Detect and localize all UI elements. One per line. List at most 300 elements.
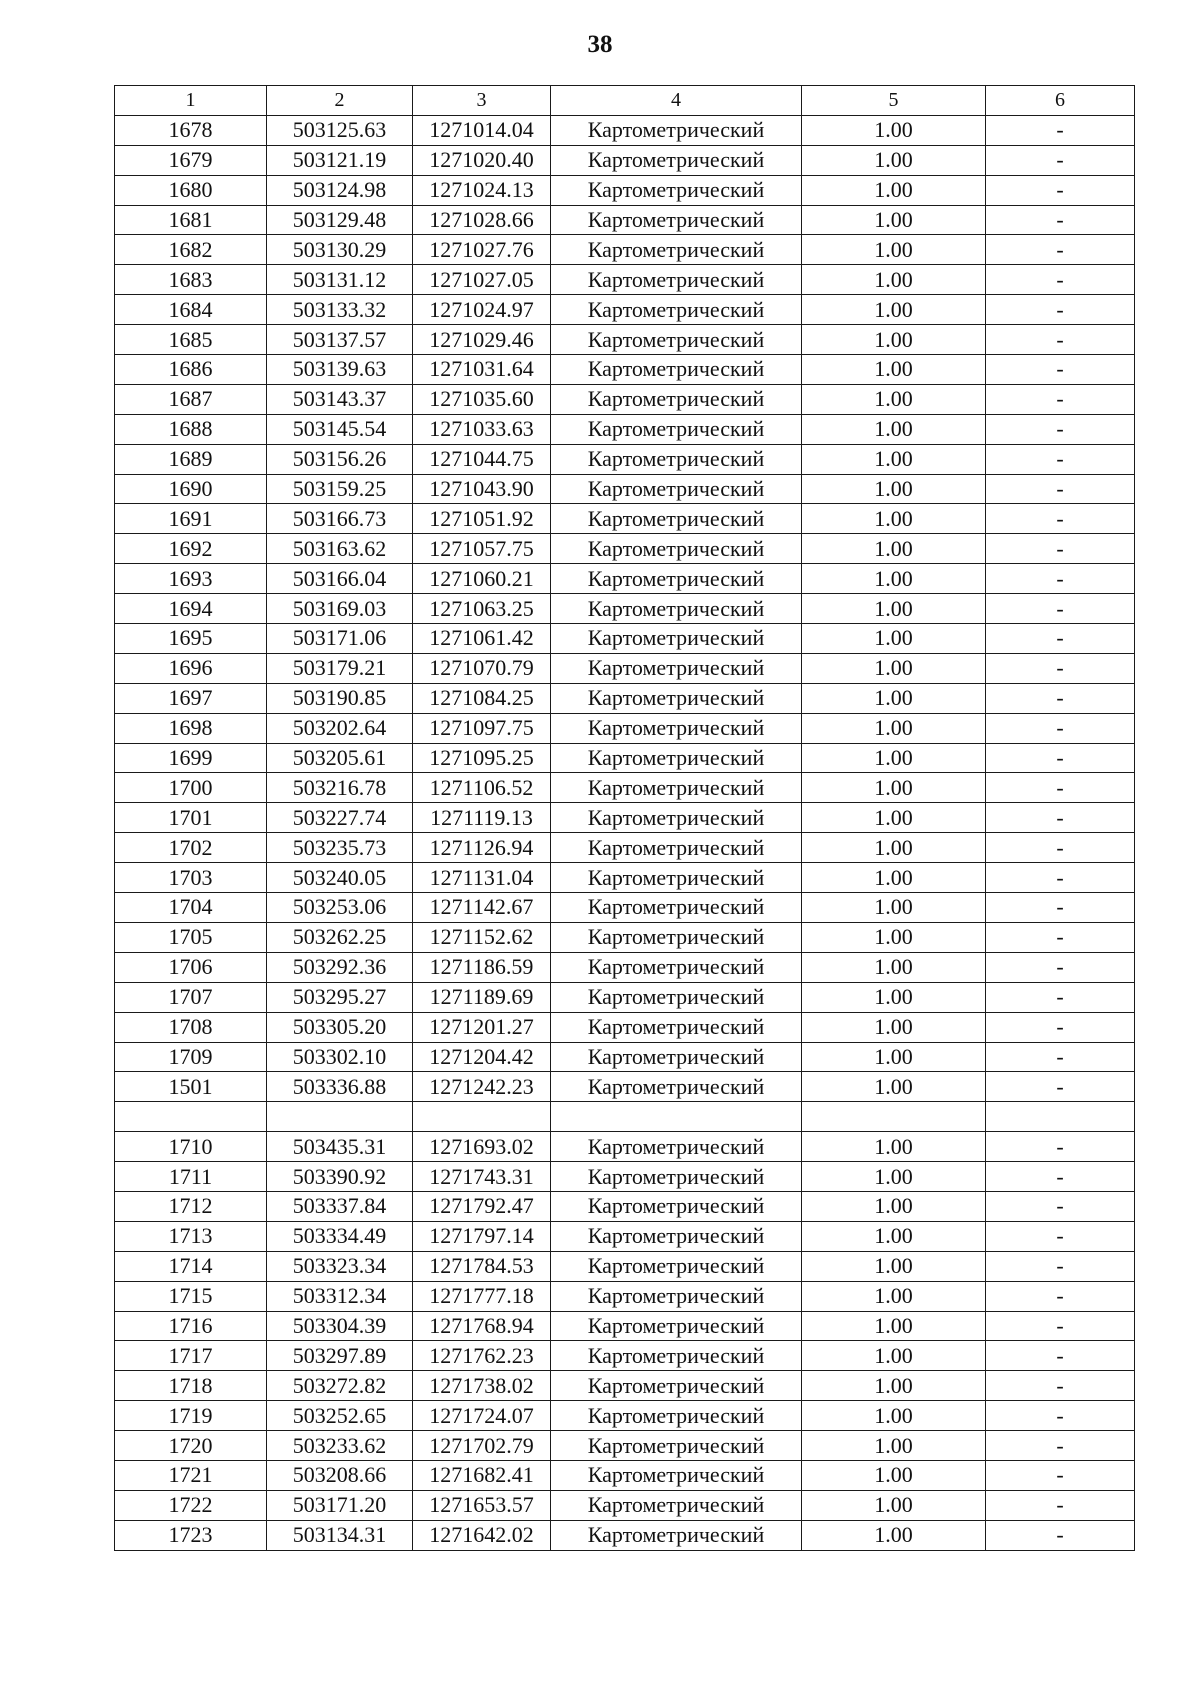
cell-note: - (986, 115, 1135, 145)
cell-accuracy: 1.00 (802, 1072, 986, 1102)
cell-point-number: 1706 (115, 952, 267, 982)
cell-y-coordinate: 1271777.18 (413, 1281, 551, 1311)
cell-method: Картометрический (551, 235, 802, 265)
cell-point-number (115, 1102, 267, 1132)
cell-note: - (986, 952, 1135, 982)
table-row (115, 653, 1135, 683)
table-row (115, 1072, 1135, 1102)
cell-y-coordinate: 1271768.94 (413, 1311, 551, 1341)
table-row (115, 683, 1135, 713)
table-row (115, 1221, 1135, 1251)
cell-note: - (986, 803, 1135, 833)
cell-y-coordinate: 1271142.67 (413, 893, 551, 923)
cell-accuracy: 1.00 (802, 504, 986, 534)
cell-y-coordinate: 1271061.42 (413, 624, 551, 654)
cell-note: - (986, 1371, 1135, 1401)
table-row (115, 1162, 1135, 1192)
cell-note: - (986, 205, 1135, 235)
cell-method: Картометрический (551, 1251, 802, 1281)
table-row (115, 594, 1135, 624)
cell-point-number: 1692 (115, 534, 267, 564)
table-row (115, 1281, 1135, 1311)
cell-accuracy: 1.00 (802, 265, 986, 295)
cell-x-coordinate: 503253.06 (267, 893, 413, 923)
cell-note: - (986, 474, 1135, 504)
cell-note: - (986, 564, 1135, 594)
cell-point-number: 1681 (115, 205, 267, 235)
cell-y-coordinate: 1271097.75 (413, 713, 551, 743)
cell-accuracy: 1.00 (802, 235, 986, 265)
cell-x-coordinate: 503304.39 (267, 1311, 413, 1341)
cell-method: Картометрический (551, 295, 802, 325)
cell-accuracy: 1.00 (802, 1431, 986, 1461)
cell-x-coordinate: 503292.36 (267, 952, 413, 982)
cell-x-coordinate: 503145.54 (267, 414, 413, 444)
cell-method: Картометрический (551, 384, 802, 414)
cell-x-coordinate: 503133.32 (267, 295, 413, 325)
cell-y-coordinate: 1271024.97 (413, 295, 551, 325)
cell-accuracy: 1.00 (802, 982, 986, 1012)
cell-y-coordinate: 1271027.76 (413, 235, 551, 265)
cell-y-coordinate: 1271057.75 (413, 534, 551, 564)
cell-x-coordinate: 503129.48 (267, 205, 413, 235)
cell-point-number: 1702 (115, 833, 267, 863)
cell-note: - (986, 1221, 1135, 1251)
table-row (115, 235, 1135, 265)
cell-method: Картометрический (551, 414, 802, 444)
cell-point-number: 1682 (115, 235, 267, 265)
table-row (115, 175, 1135, 205)
cell-x-coordinate: 503171.06 (267, 624, 413, 654)
cell-y-coordinate: 1271762.23 (413, 1341, 551, 1371)
cell-x-coordinate: 503297.89 (267, 1341, 413, 1371)
cell-note: - (986, 653, 1135, 683)
cell-accuracy: 1.00 (802, 414, 986, 444)
cell-y-coordinate: 1271035.60 (413, 384, 551, 414)
cell-method: Картометрический (551, 265, 802, 295)
cell-x-coordinate: 503139.63 (267, 355, 413, 385)
cell-accuracy: 1.00 (802, 743, 986, 773)
coordinates-table (114, 85, 1135, 1551)
cell-point-number: 1718 (115, 1371, 267, 1401)
cell-x-coordinate: 503159.25 (267, 474, 413, 504)
cell-point-number: 1501 (115, 1072, 267, 1102)
cell-method: Картометрический (551, 743, 802, 773)
cell-x-coordinate: 503143.37 (267, 384, 413, 414)
cell-note: - (986, 1311, 1135, 1341)
cell-accuracy: 1.00 (802, 713, 986, 743)
cell-method: Картометрический (551, 803, 802, 833)
cell-y-coordinate: 1271201.27 (413, 1012, 551, 1042)
cell-method: Картометрический (551, 1520, 802, 1550)
header-cell-6: 6 (986, 86, 1135, 116)
cell-accuracy: 1.00 (802, 355, 986, 385)
cell-note: - (986, 982, 1135, 1012)
cell-accuracy: 1.00 (802, 115, 986, 145)
cell-method: Картометрический (551, 564, 802, 594)
cell-note: - (986, 863, 1135, 893)
cell-point-number: 1713 (115, 1221, 267, 1251)
cell-x-coordinate: 503134.31 (267, 1520, 413, 1550)
table-row (115, 474, 1135, 504)
cell-y-coordinate: 1271126.94 (413, 833, 551, 863)
cell-point-number: 1705 (115, 922, 267, 952)
cell-accuracy: 1.00 (802, 384, 986, 414)
cell-y-coordinate: 1271653.57 (413, 1490, 551, 1520)
cell-x-coordinate: 503169.03 (267, 594, 413, 624)
cell-y-coordinate: 1271027.05 (413, 265, 551, 295)
cell-method: Картометрический (551, 594, 802, 624)
cell-y-coordinate: 1271106.52 (413, 773, 551, 803)
cell-accuracy: 1.00 (802, 1401, 986, 1431)
table-row (115, 624, 1135, 654)
cell-method: Картометрический (551, 1162, 802, 1192)
cell-method: Картометрический (551, 1431, 802, 1461)
cell-method: Картометрический (551, 773, 802, 803)
cell-point-number: 1686 (115, 355, 267, 385)
cell-y-coordinate: 1271702.79 (413, 1431, 551, 1461)
cell-method: Картометрический (551, 1132, 802, 1162)
cell-y-coordinate: 1271031.64 (413, 355, 551, 385)
cell-accuracy: 1.00 (802, 474, 986, 504)
cell-note: - (986, 1072, 1135, 1102)
cell-accuracy: 1.00 (802, 1221, 986, 1251)
cell-note: - (986, 1281, 1135, 1311)
cell-y-coordinate: 1271028.66 (413, 205, 551, 235)
table-row (115, 265, 1135, 295)
cell-x-coordinate: 503208.66 (267, 1460, 413, 1490)
cell-method: Картометрический (551, 1341, 802, 1371)
table-row (115, 1341, 1135, 1371)
cell-method: Картометрический (551, 833, 802, 863)
cell-accuracy: 1.00 (802, 564, 986, 594)
cell-x-coordinate: 503125.63 (267, 115, 413, 145)
cell-x-coordinate: 503205.61 (267, 743, 413, 773)
table-row (115, 922, 1135, 952)
table-row (115, 355, 1135, 385)
cell-accuracy: 1.00 (802, 175, 986, 205)
table-row (115, 713, 1135, 743)
cell-accuracy: 1.00 (802, 1191, 986, 1221)
table-row (115, 295, 1135, 325)
cell-y-coordinate: 1271186.59 (413, 952, 551, 982)
cell-y-coordinate: 1271682.41 (413, 1460, 551, 1490)
cell-accuracy: 1.00 (802, 922, 986, 952)
cell-point-number: 1710 (115, 1132, 267, 1162)
table-row (115, 1490, 1135, 1520)
cell-x-coordinate: 503166.73 (267, 504, 413, 534)
cell-y-coordinate: 1271204.42 (413, 1042, 551, 1072)
cell-note: - (986, 414, 1135, 444)
cell-y-coordinate: 1271043.90 (413, 474, 551, 504)
cell-y-coordinate: 1271738.02 (413, 1371, 551, 1401)
cell-point-number: 1709 (115, 1042, 267, 1072)
cell-accuracy: 1.00 (802, 624, 986, 654)
cell-point-number: 1716 (115, 1311, 267, 1341)
table-row (115, 504, 1135, 534)
table-row (115, 145, 1135, 175)
cell-method: Картометрический (551, 952, 802, 982)
header-cell-3: 3 (413, 86, 551, 116)
table-row (115, 1012, 1135, 1042)
table-row (115, 1401, 1135, 1431)
cell-x-coordinate: 503124.98 (267, 175, 413, 205)
cell-note: - (986, 1191, 1135, 1221)
cell-method: Картометрический (551, 1281, 802, 1311)
cell-accuracy: 1.00 (802, 653, 986, 683)
header-cell-2: 2 (267, 86, 413, 116)
cell-note: - (986, 893, 1135, 923)
cell-method: Картометрический (551, 534, 802, 564)
cell-method: Картометрический (551, 205, 802, 235)
cell-point-number: 1695 (115, 624, 267, 654)
cell-x-coordinate: 503295.27 (267, 982, 413, 1012)
cell-y-coordinate: 1271152.62 (413, 922, 551, 952)
cell-note: - (986, 175, 1135, 205)
table-row (115, 1191, 1135, 1221)
cell-x-coordinate: 503336.88 (267, 1072, 413, 1102)
cell-note: - (986, 1490, 1135, 1520)
table-row (115, 444, 1135, 474)
cell-y-coordinate: 1271024.13 (413, 175, 551, 205)
cell-accuracy: 1.00 (802, 205, 986, 235)
cell-point-number: 1680 (115, 175, 267, 205)
cell-y-coordinate: 1271020.40 (413, 145, 551, 175)
cell-x-coordinate: 503252.65 (267, 1401, 413, 1431)
cell-accuracy: 1.00 (802, 145, 986, 175)
cell-note: - (986, 624, 1135, 654)
cell-note: - (986, 1042, 1135, 1072)
cell-method (551, 1102, 802, 1132)
cell-note (986, 1102, 1135, 1132)
cell-point-number: 1719 (115, 1401, 267, 1431)
header-cell-1: 1 (115, 86, 267, 116)
cell-point-number: 1690 (115, 474, 267, 504)
cell-point-number: 1717 (115, 1341, 267, 1371)
cell-y-coordinate: 1271189.69 (413, 982, 551, 1012)
cell-note: - (986, 1251, 1135, 1281)
cell-y-coordinate: 1271131.04 (413, 863, 551, 893)
cell-note: - (986, 384, 1135, 414)
table-row (115, 1311, 1135, 1341)
table-header (115, 86, 1135, 116)
table-row (115, 863, 1135, 893)
cell-accuracy: 1.00 (802, 893, 986, 923)
cell-point-number: 1707 (115, 982, 267, 1012)
cell-method: Картометрический (551, 1042, 802, 1072)
cell-note: - (986, 1341, 1135, 1371)
cell-note: - (986, 833, 1135, 863)
cell-x-coordinate: 503272.82 (267, 1371, 413, 1401)
cell-method: Картометрический (551, 325, 802, 355)
cell-accuracy: 1.00 (802, 952, 986, 982)
header-row (115, 86, 1135, 116)
table-row (115, 384, 1135, 414)
cell-x-coordinate: 503323.34 (267, 1251, 413, 1281)
cell-point-number: 1693 (115, 564, 267, 594)
cell-note: - (986, 594, 1135, 624)
cell-method: Картометрический (551, 355, 802, 385)
cell-y-coordinate: 1271063.25 (413, 594, 551, 624)
cell-y-coordinate: 1271242.23 (413, 1072, 551, 1102)
cell-note: - (986, 355, 1135, 385)
cell-accuracy: 1.00 (802, 325, 986, 355)
cell-x-coordinate: 503216.78 (267, 773, 413, 803)
cell-note: - (986, 265, 1135, 295)
cell-point-number: 1689 (115, 444, 267, 474)
cell-point-number: 1703 (115, 863, 267, 893)
cell-accuracy: 1.00 (802, 534, 986, 564)
cell-point-number: 1711 (115, 1162, 267, 1192)
cell-x-coordinate: 503121.19 (267, 145, 413, 175)
cell-method: Картометрический (551, 1221, 802, 1251)
cell-note: - (986, 325, 1135, 355)
cell-note: - (986, 444, 1135, 474)
cell-x-coordinate: 503390.92 (267, 1162, 413, 1192)
cell-accuracy: 1.00 (802, 1162, 986, 1192)
table-row (115, 743, 1135, 773)
cell-accuracy: 1.00 (802, 863, 986, 893)
cell-accuracy: 1.00 (802, 1460, 986, 1490)
cell-accuracy: 1.00 (802, 1371, 986, 1401)
cell-x-coordinate: 503302.10 (267, 1042, 413, 1072)
cell-point-number: 1691 (115, 504, 267, 534)
cell-point-number: 1699 (115, 743, 267, 773)
cell-method: Картометрический (551, 175, 802, 205)
cell-method: Картометрический (551, 653, 802, 683)
cell-method: Картометрический (551, 1371, 802, 1401)
cell-accuracy: 1.00 (802, 1311, 986, 1341)
cell-y-coordinate: 1271014.04 (413, 115, 551, 145)
cell-method: Картометрический (551, 444, 802, 474)
cell-note: - (986, 713, 1135, 743)
table-row (115, 564, 1135, 594)
cell-x-coordinate: 503171.20 (267, 1490, 413, 1520)
cell-note: - (986, 1132, 1135, 1162)
table-row (115, 982, 1135, 1012)
table-row (115, 773, 1135, 803)
cell-accuracy: 1.00 (802, 833, 986, 863)
cell-method: Картометрический (551, 1490, 802, 1520)
cell-method: Картометрический (551, 145, 802, 175)
cell-y-coordinate: 1271724.07 (413, 1401, 551, 1431)
table-row (115, 803, 1135, 833)
cell-method: Картометрический (551, 1460, 802, 1490)
cell-point-number: 1701 (115, 803, 267, 833)
cell-method: Картометрический (551, 115, 802, 145)
table-row (115, 1460, 1135, 1490)
cell-y-coordinate: 1271693.02 (413, 1132, 551, 1162)
table-row (115, 952, 1135, 982)
cell-y-coordinate: 1271033.63 (413, 414, 551, 444)
cell-x-coordinate: 503163.62 (267, 534, 413, 564)
cell-point-number: 1679 (115, 145, 267, 175)
cell-point-number: 1683 (115, 265, 267, 295)
page-number: 38 (587, 31, 613, 58)
cell-method: Картометрический (551, 922, 802, 952)
cell-x-coordinate: 503137.57 (267, 325, 413, 355)
cell-point-number: 1721 (115, 1460, 267, 1490)
cell-point-number: 1678 (115, 115, 267, 145)
cell-method: Картометрический (551, 713, 802, 743)
cell-note: - (986, 773, 1135, 803)
cell-point-number: 1715 (115, 1281, 267, 1311)
cell-y-coordinate: 1271792.47 (413, 1191, 551, 1221)
cell-x-coordinate: 503312.34 (267, 1281, 413, 1311)
cell-note: - (986, 743, 1135, 773)
cell-y-coordinate: 1271044.75 (413, 444, 551, 474)
cell-y-coordinate: 1271119.13 (413, 803, 551, 833)
table-row (115, 1132, 1135, 1162)
cell-method: Картометрический (551, 863, 802, 893)
table-row (115, 414, 1135, 444)
cell-method: Картометрический (551, 504, 802, 534)
cell-method: Картометрический (551, 982, 802, 1012)
cell-point-number: 1704 (115, 893, 267, 923)
cell-point-number: 1697 (115, 683, 267, 713)
cell-accuracy: 1.00 (802, 1520, 986, 1550)
cell-y-coordinate (413, 1102, 551, 1132)
cell-method: Картометрический (551, 1191, 802, 1221)
table-row (115, 1371, 1135, 1401)
table-row (115, 1102, 1135, 1132)
table-row (115, 833, 1135, 863)
table-row (115, 534, 1135, 564)
cell-accuracy (802, 1102, 986, 1132)
header-cell-5: 5 (802, 86, 986, 116)
cell-note: - (986, 1460, 1135, 1490)
table-row (115, 1431, 1135, 1461)
cell-y-coordinate: 1271084.25 (413, 683, 551, 713)
cell-y-coordinate: 1271051.92 (413, 504, 551, 534)
cell-point-number: 1685 (115, 325, 267, 355)
cell-x-coordinate: 503179.21 (267, 653, 413, 683)
cell-method: Картометрический (551, 1072, 802, 1102)
cell-note: - (986, 683, 1135, 713)
cell-accuracy: 1.00 (802, 295, 986, 325)
cell-point-number: 1684 (115, 295, 267, 325)
cell-method: Картометрический (551, 1401, 802, 1431)
cell-point-number: 1694 (115, 594, 267, 624)
cell-method: Картометрический (551, 474, 802, 504)
cell-accuracy: 1.00 (802, 773, 986, 803)
cell-accuracy: 1.00 (802, 594, 986, 624)
cell-point-number: 1688 (115, 414, 267, 444)
cell-accuracy: 1.00 (802, 1042, 986, 1072)
table-row (115, 1251, 1135, 1281)
cell-accuracy: 1.00 (802, 1490, 986, 1520)
cell-method: Картометрический (551, 624, 802, 654)
cell-y-coordinate: 1271797.14 (413, 1221, 551, 1251)
cell-x-coordinate: 503240.05 (267, 863, 413, 893)
cell-x-coordinate: 503235.73 (267, 833, 413, 863)
table-row (115, 115, 1135, 145)
cell-x-coordinate: 503227.74 (267, 803, 413, 833)
cell-accuracy: 1.00 (802, 1251, 986, 1281)
cell-x-coordinate: 503334.49 (267, 1221, 413, 1251)
cell-accuracy: 1.00 (802, 444, 986, 474)
cell-note: - (986, 295, 1135, 325)
cell-accuracy: 1.00 (802, 1341, 986, 1371)
cell-note: - (986, 145, 1135, 175)
cell-point-number: 1722 (115, 1490, 267, 1520)
cell-method: Картометрический (551, 683, 802, 713)
cell-note: - (986, 1401, 1135, 1431)
cell-y-coordinate: 1271642.02 (413, 1520, 551, 1550)
cell-x-coordinate (267, 1102, 413, 1132)
table-row (115, 893, 1135, 923)
cell-x-coordinate: 503262.25 (267, 922, 413, 952)
